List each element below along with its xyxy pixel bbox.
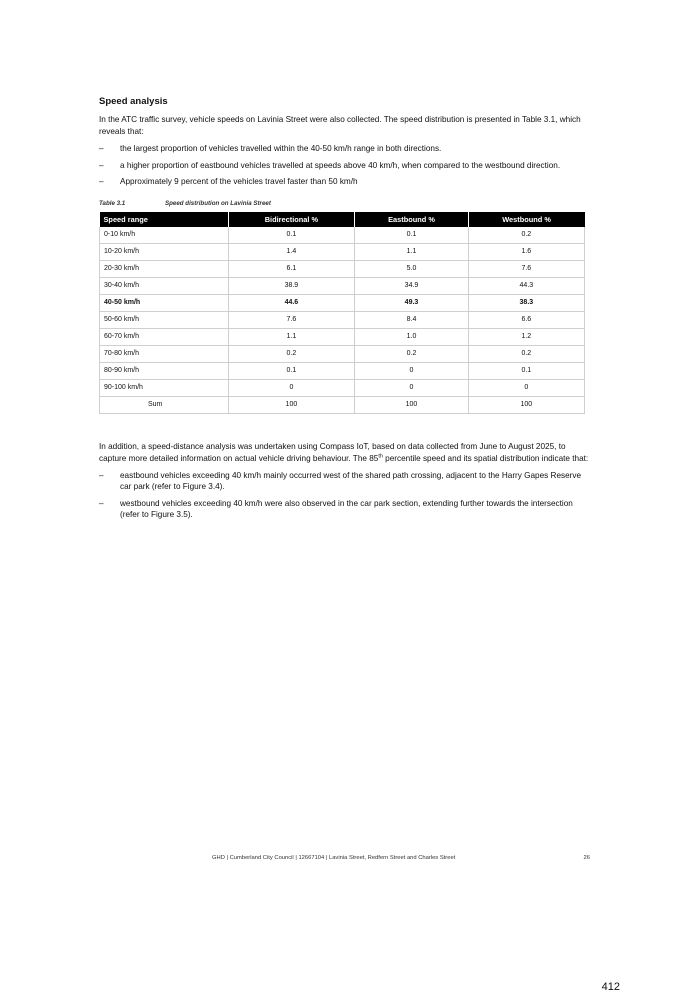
cell-bidirectional: 7.6 (228, 311, 355, 328)
bullet-dash: – (99, 177, 104, 186)
bullet-dash: – (99, 470, 104, 480)
table-row-highlighted (100, 294, 585, 311)
cell-speed-range: 0-10 km/h (100, 227, 229, 244)
folio-number: 412 (601, 981, 620, 993)
table-caption (99, 200, 589, 207)
table-row (100, 379, 585, 396)
cell-eastbound: 5.0 (355, 260, 468, 277)
analysis-paragraph (99, 441, 589, 465)
header-speed-range: Speed range (100, 212, 229, 227)
cell-bidirectional: 0 (228, 379, 355, 396)
cell-westbound: 0.2 (468, 345, 584, 362)
table-row (100, 227, 585, 244)
cell-eastbound: 1.0 (355, 328, 468, 345)
cell-eastbound: 100 (355, 396, 468, 413)
table-caption-title: Speed distribution on Lavinia Street (165, 199, 271, 207)
footer-text: GHD | Cumberland City Council | 12667104 | Lavinia Street, Redfern Street and Charles Street (212, 855, 456, 861)
cell-bidirectional: 0.2 (228, 345, 355, 362)
cell-westbound: 100 (468, 396, 584, 413)
header-bidirectional: Bidirectional % (228, 212, 355, 227)
list-item (99, 176, 589, 188)
analysis-text-part2: percentile speed and its spatial distribution indicate that: (382, 453, 589, 463)
cell-eastbound: 34.9 (355, 277, 468, 294)
cell-speed-range: 30-40 km/h (100, 277, 229, 294)
cell-eastbound: 8.4 (355, 311, 468, 328)
cell-speed-range: 10-20 km/h (100, 243, 229, 260)
cell-westbound: 7.6 (468, 260, 584, 277)
header-eastbound: Eastbound % (355, 212, 468, 227)
intro-paragraph: In the ATC traffic survey, vehicle speeds on Lavinia Street were also collected. The speed distribution is presented in Table 3.1, which reveals that: (99, 115, 581, 136)
cell-westbound: 6.6 (468, 311, 584, 328)
cell-eastbound: 0.2 (355, 345, 468, 362)
page-content (99, 96, 589, 526)
cell-bidirectional: 1.1 (228, 328, 355, 345)
cell-speed-range: 80-90 km/h (100, 362, 229, 379)
table-row (100, 345, 585, 362)
cell-bidirectional: 38.9 (228, 277, 355, 294)
table-row (100, 260, 585, 277)
page-footer (212, 855, 590, 861)
cell-speed-range: 50-60 km/h (100, 311, 229, 328)
speed-findings-list (99, 143, 589, 188)
list-item (99, 160, 589, 172)
list-item (99, 470, 589, 493)
cell-speed-range: 70-80 km/h (100, 345, 229, 362)
cell-bidirectional: 100 (228, 396, 355, 413)
cell-bidirectional: 1.4 (228, 243, 355, 260)
cell-speed-range: 60-70 km/h (100, 328, 229, 345)
cell-westbound: 0.2 (468, 227, 584, 244)
bullet-text: the largest proportion of vehicles travelled within the 40-50 km/h range in both directions. (120, 144, 442, 153)
cell-eastbound: 0.1 (355, 227, 468, 244)
bullet-dash: – (99, 144, 104, 153)
cell-sum-label: Sum (100, 396, 229, 413)
cell-westbound: 0.1 (468, 362, 584, 379)
header-westbound: Westbound % (468, 212, 584, 227)
cell-speed-range: 90-100 km/h (100, 379, 229, 396)
cell-eastbound: 0 (355, 379, 468, 396)
cell-eastbound: 49.3 (355, 294, 468, 311)
bullet-text: Approximately 9 percent of the vehicles travel faster than 50 km/h (120, 177, 358, 186)
cell-eastbound: 1.1 (355, 243, 468, 260)
bullet-text: a higher proportion of eastbound vehicles travelled at speeds above 40 km/h, when compared to the westbound direction. (120, 160, 561, 170)
bullet-text: eastbound vehicles exceeding 40 km/h mainly occurred west of the shared path crossing, adjacent to the Harry Gapes Reserve car park (refer to Figure 3.4). (120, 470, 582, 491)
table-sum-row (100, 396, 585, 413)
list-item (99, 143, 589, 155)
table-header-row (100, 212, 585, 227)
speed-distribution-table (99, 212, 585, 414)
table-caption-number: Table 3.1 (99, 199, 126, 207)
ordinal-suffix: th (378, 452, 383, 459)
cell-westbound: 44.3 (468, 277, 584, 294)
cell-westbound: 0 (468, 379, 584, 396)
cell-westbound: 1.6 (468, 243, 584, 260)
cell-speed-range: 20-30 km/h (100, 260, 229, 277)
analysis-findings-list (99, 470, 589, 521)
table-row (100, 277, 585, 294)
table-row (100, 328, 585, 345)
table-row (100, 243, 585, 260)
cell-westbound: 1.2 (468, 328, 584, 345)
cell-eastbound: 0 (355, 362, 468, 379)
bullet-text: westbound vehicles exceeding 40 km/h were also observed in the car park section, extending further towards the intersection (refer to Figure 3.5). (120, 498, 573, 519)
bullet-dash: – (99, 160, 104, 170)
cell-bidirectional: 0.1 (228, 362, 355, 379)
table-row (100, 362, 585, 379)
cell-bidirectional: 6.1 (228, 260, 355, 277)
footer-page-number: 26 (583, 855, 590, 861)
cell-westbound: 38.3 (468, 294, 584, 311)
table-row (100, 311, 585, 328)
list-item (99, 498, 589, 521)
bullet-dash: – (99, 498, 104, 508)
cell-bidirectional: 0.1 (228, 227, 355, 244)
analysis-text-part1: In addition, a speed-distance analysis was undertaken using Compass IoT, based on data collected from June to August 2025, to capture more detailed information on actual vehicle driving behaviour. The 85 (99, 441, 566, 463)
cell-speed-range: 40-50 km/h (100, 294, 229, 311)
cell-bidirectional: 44.6 (228, 294, 355, 311)
section-heading: Speed analysis (99, 96, 168, 107)
